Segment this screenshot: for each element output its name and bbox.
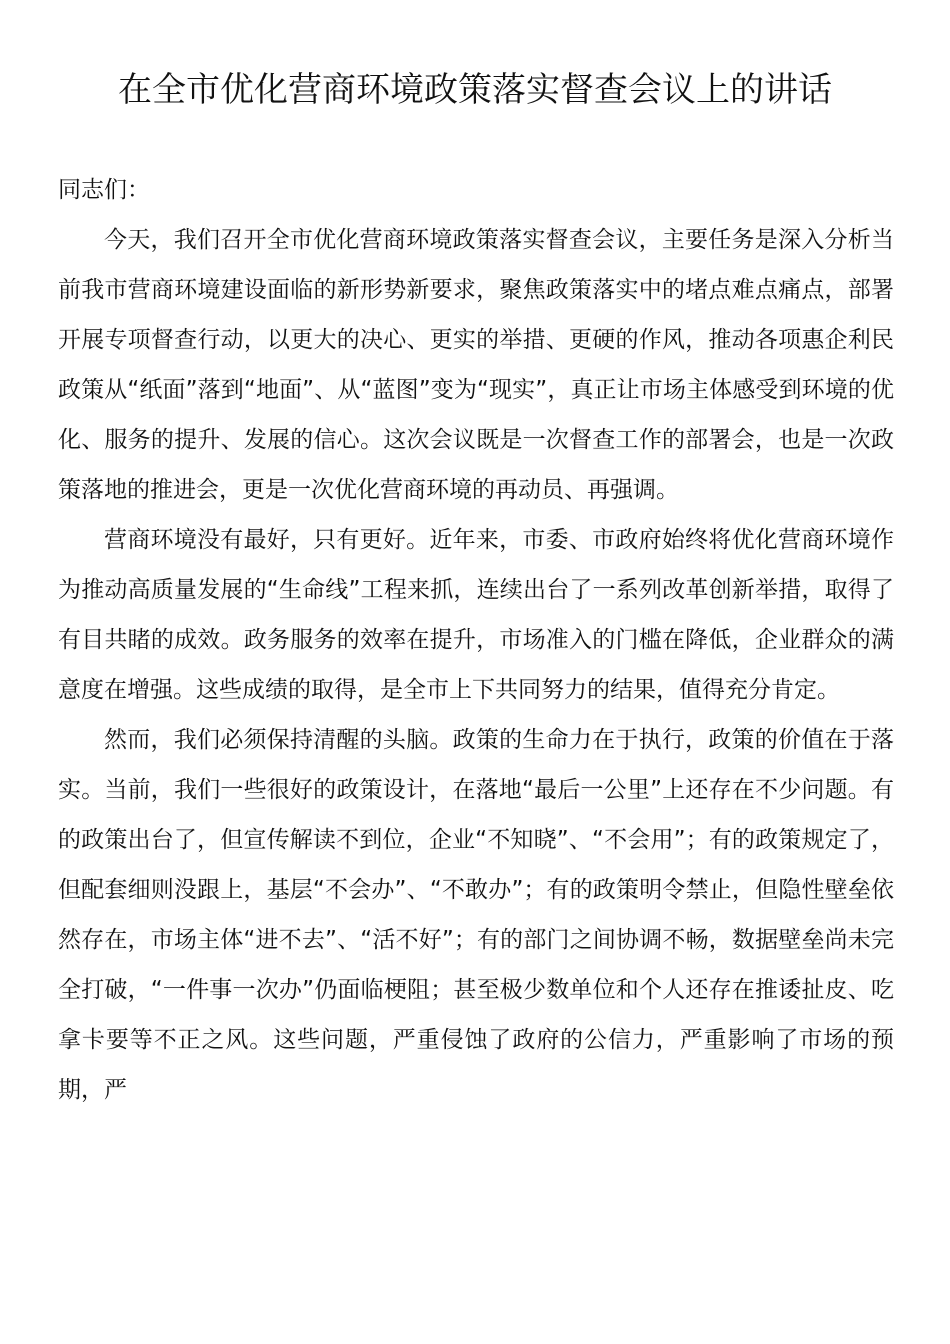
paragraph: 然而，我们必须保持清醒的头脑。政策的生命力在于执行，政策的价值在于落实。当前，我们一些很好的政策设计，在落地“最后一公里”上还存在不少问题。有的政策出台了，但宣传解读不到位，企业“不知晓”、“不会用”；有的政策规定了，但配套细则没跟上，基层“不会办”、“不敢办”；有的政策明令禁止，但隐性壁垒依然存在，市场主体“进不去”、“活不好”；有的部门之间协调不畅，数据壁垒尚未完全打破，“一件事一次办”仍面临梗阻；甚至极少数单位和个人还存在推诿扯皮、吃拿卡要等不正之风。这些问题，严重侵蚀了政府的公信力，严重影响了市场的预期，严	[58, 727, 894, 1103]
document-title: 在全市优化营商环境政策落实督查会议上的讲话	[118, 70, 832, 110]
paragraph: 今天，我们召开全市优化营商环境政策落实督查会议，主要任务是深入分析当前我市营商环境建设面临的新形势新要求，聚焦政策落实中的堵点难点痛点，部署开展专项督查行动，以更大的决心、更实的举措、更硬的作风，推动各项惠企利民政策从“纸面”落到“地面”、从“蓝图”变为“现实”，真正让市场主体感受到环境的优化、服务的提升、发展的信心。这次会议既是一次督查工作的部署会，也是一次政策落地的推进会，更是一次优化营商环境的再动员、再强调。	[58, 227, 894, 503]
document-body	[58, 215, 894, 1115]
paragraph: 营商环境没有最好，只有更好。近年来，市委、市政府始终将优化营商环境作为推动高质量发展的“生命线”工程来抓，连续出台了一系列改革创新举措，取得了有目共睹的成效。政务服务的效率在提升，市场准入的门槛在降低，企业群众的满意度在增强。这些成绩的取得，是全市上下共同努力的结果，值得充分肯定。	[58, 527, 894, 703]
salutation: 同志们：	[58, 177, 150, 203]
